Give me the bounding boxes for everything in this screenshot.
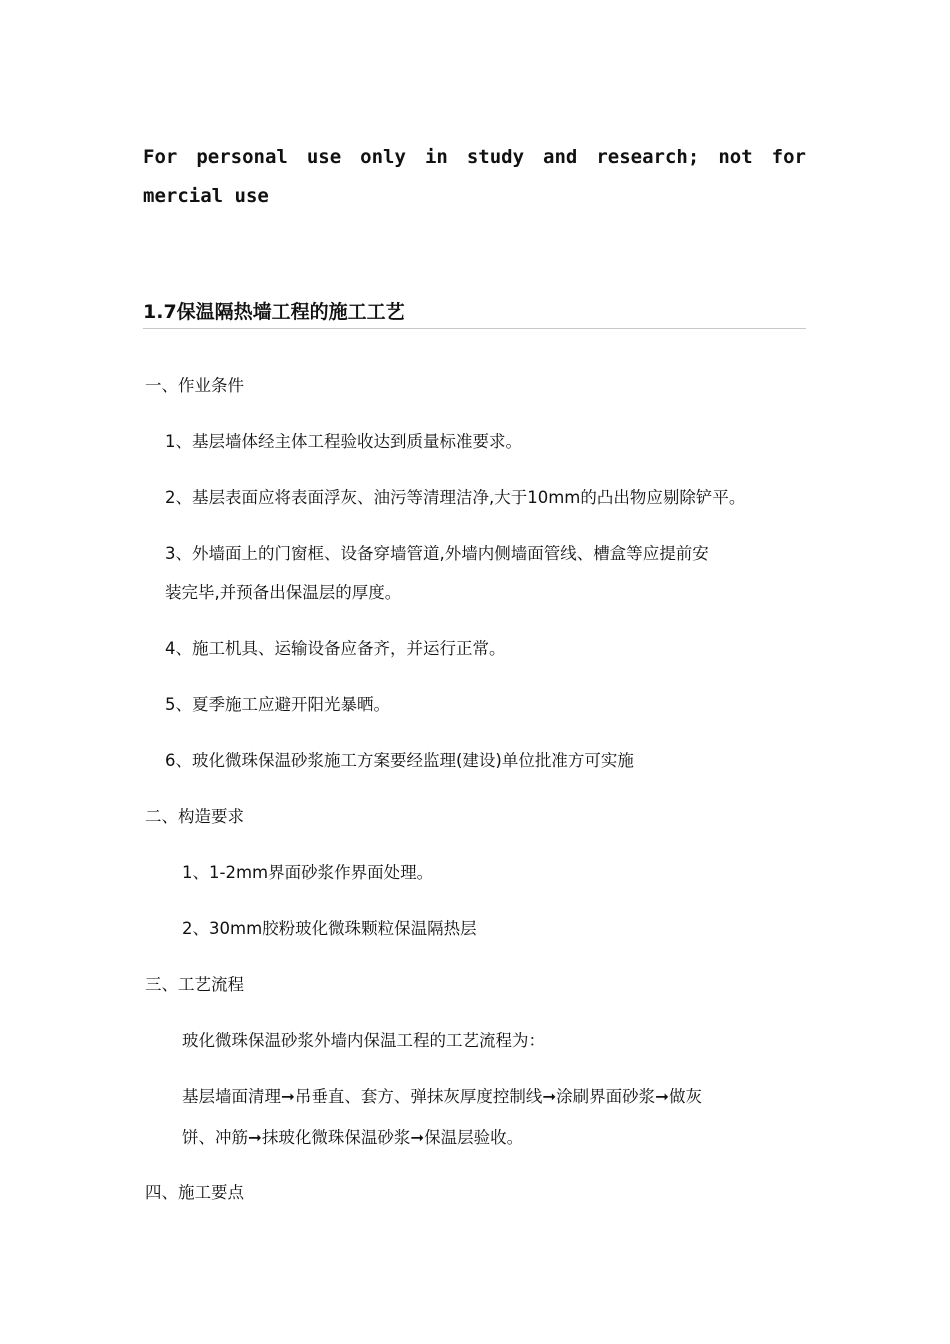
section-1-title: 一、作业条件 [145, 376, 244, 395]
process-flow-line-2: 饼、冲筋➞抹玻化微珠保温砂浆➞保温层验收。 [182, 1128, 524, 1147]
process-flow-line-1: 基层墙面清理➞吊垂直、套方、弹抹灰厚度控制线➞涂刷界面砂浆➞做灰 [182, 1087, 702, 1106]
notice-word: personal [196, 146, 288, 168]
notice-word: use [306, 146, 342, 168]
section-3-title: 三、工艺流程 [145, 975, 244, 994]
notice-word: not [718, 146, 753, 168]
condition-item-3-continued: 装完毕,并预备出保温层的厚度。 [165, 583, 402, 602]
notice-word: only [360, 146, 406, 168]
notice-word: and [543, 146, 578, 168]
section-2-title: 二、构造要求 [145, 807, 244, 826]
copyright-notice-line-2: mercial use [143, 185, 269, 207]
notice-word: study [466, 146, 525, 168]
condition-item-6: 6、玻化微珠保温砂浆施工方案要经监理(建设)单位批准方可实施 [165, 751, 634, 770]
section-heading: 1.7保温隔热墙工程的施工工艺 [143, 298, 806, 329]
structure-item-2: 2、30mm胶粉玻化微珠颗粒保温隔热层 [182, 919, 477, 938]
notice-word: For [143, 146, 178, 168]
process-intro: 玻化微珠保温砂浆外墙内保温工程的工艺流程为： [182, 1031, 545, 1050]
condition-item-4: 4、施工机具、运输设备应备齐，并运行正常。 [165, 639, 506, 658]
notice-word: for [771, 146, 806, 168]
condition-item-2: 2、基层表面应将表面浮灰、油污等清理洁净,大于10mm的凸出物应剔除铲平。 [165, 488, 746, 507]
notice-word: research; [596, 146, 700, 168]
condition-item-5: 5、夏季施工应避开阳光暴晒。 [165, 695, 390, 714]
condition-item-1: 1、基层墙体经主体工程验收达到质量标准要求。 [165, 432, 522, 451]
notice-word: in [424, 146, 448, 168]
section-4-title: 四、施工要点 [145, 1183, 244, 1202]
condition-item-3: 3、外墙面上的门窗框、设备穿墙管道,外墙内侧墙面管线、槽盒等应提前安 [165, 544, 709, 563]
copyright-notice-line-1 [143, 138, 806, 177]
structure-item-1: 1、1-2mm界面砂浆作界面处理。 [182, 863, 434, 882]
